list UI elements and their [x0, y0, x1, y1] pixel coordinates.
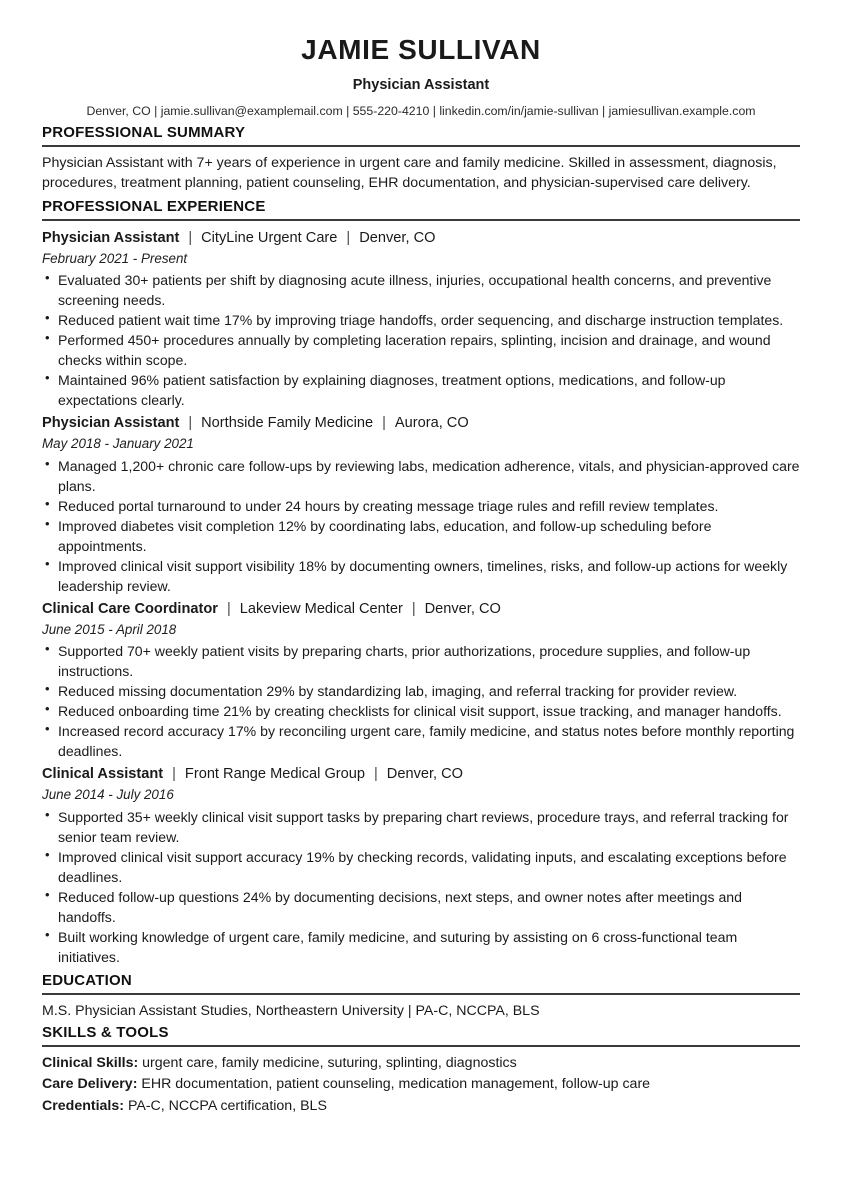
skills-list — [42, 1047, 800, 1117]
job-dates: June 2015 - April 2018 — [42, 621, 177, 637]
education-entry: M.S. Physician Assistant Studies, Northeastern University | PA-C, NCCPA, BLS — [42, 1002, 540, 1019]
skill-category-label: Clinical Skills: — [42, 1054, 139, 1071]
experience-entry-header — [42, 413, 800, 433]
skill-category-label: Credentials: — [42, 1097, 124, 1114]
section-title-skills: SKILLS & TOOLS — [42, 1024, 800, 1047]
job-location: Aurora, CO — [394, 415, 469, 432]
job-bullet: • Maintained 96% patient satisfaction by explaining diagnoses, treatment options, medications, and follow-up expectations clearly. — [42, 370, 800, 410]
separator-pipe: | — [346, 229, 351, 246]
skill-category-label: Care Delivery: — [42, 1076, 138, 1093]
job-bullet-list — [42, 807, 800, 967]
resume-content — [42, 34, 800, 1117]
job-bullet: • Performed 450+ procedures annually by completing laceration repairs, splinting, incision and drainage, and wound checks within scope. — [42, 330, 800, 370]
job-bullet: • Improved diabetes visit completion 12% by coordinating labs, education, and follow-up scheduling before appointments. — [42, 516, 800, 556]
job-bullet: • Reduced onboarding time 21% by creating checklists for clinical visit support, issue tracking, and manager handoffs. — [42, 701, 800, 721]
job-company: Front Range Medical Group — [184, 766, 365, 783]
section-education — [42, 972, 800, 1021]
job-location: Denver, CO — [359, 229, 436, 246]
experience-entry-header — [42, 764, 800, 784]
skill-category-value: PA-C, NCCPA certification, BLS — [127, 1097, 327, 1114]
job-title: Clinical Assistant — [42, 766, 164, 783]
job-company: Lakeview Medical Center — [239, 600, 403, 617]
skill-row — [42, 1053, 800, 1074]
job-bullet: • Built working knowledge of urgent care, family medicine, and suturing by assisting on 6 cross-functional team initiatives. — [42, 927, 800, 967]
experience-entry — [42, 228, 800, 411]
job-company: Northside Family Medicine — [201, 415, 374, 432]
experience-entry — [42, 599, 800, 762]
experience-entry-header — [42, 599, 800, 619]
experience-entry — [42, 764, 800, 967]
contact-line: Denver, CO | jamie.sullivan@examplemail.com | 555-220-4210 | linkedin.com/in/jamie-sullivan | jamiesullivan.example.com — [86, 103, 756, 118]
section-skills-tools — [42, 1024, 800, 1117]
separator-pipe: | — [374, 766, 378, 783]
section-title-summary: PROFESSIONAL SUMMARY — [42, 124, 800, 147]
section-professional-summary — [42, 124, 800, 194]
job-bullet: • Improved clinical visit support visibility 18% by documenting owners, timelines, risks, and follow-up actions for weekly leadership review. — [42, 556, 800, 596]
job-bullet: • Reduced patient wait time 17% by improving triage handoffs, order sequencing, and discharge instruction templates. — [42, 310, 800, 330]
experience-entry — [42, 413, 800, 596]
job-location: Denver, CO — [386, 766, 464, 783]
job-bullet-list — [42, 270, 800, 410]
job-company: CityLine Urgent Care — [201, 229, 338, 246]
job-title: Physician Assistant — [42, 229, 180, 246]
job-bullet: • Supported 35+ weekly clinical visit support tasks by preparing chart reviews, procedure trays, and referral tracking for senior team review. — [42, 807, 800, 847]
job-dates: May 2018 - January 2021 — [42, 436, 194, 452]
candidate-headline: Physician Assistant — [352, 77, 490, 94]
job-bullet: • Reduced portal turnaround to under 24 hours by creating message triage rules and refill review templates. — [42, 496, 800, 516]
job-bullet-list — [42, 456, 800, 596]
skill-row — [42, 1096, 800, 1117]
job-bullet: • Reduced missing documentation 29% by standardizing lab, imaging, and referral tracking for provider review. — [42, 681, 800, 701]
job-dates: June 2014 - July 2016 — [42, 787, 174, 803]
experience-entry-header — [42, 228, 800, 248]
job-location: Denver, CO — [424, 600, 501, 617]
skill-category-value: EHR documentation, patient counseling, medication management, follow-up care — [141, 1076, 651, 1093]
separator-pipe: | — [411, 600, 416, 617]
job-title: Physician Assistant — [42, 415, 180, 432]
job-bullet-list — [42, 641, 800, 761]
separator-pipe: | — [226, 600, 231, 617]
summary-text: Physician Assistant with 7+ years of experience in urgent care and family medicine. Skilled in assessment, diagnosis, procedures, treatment planning, patient counseling, EHR documentation, and physician-supervised care delivery. — [42, 154, 777, 192]
job-bullet: • Managed 1,200+ chronic care follow-ups by reviewing labs, medication adherence, vitals, and physician-approved care plans. — [42, 456, 800, 496]
section-professional-experience — [42, 198, 800, 967]
section-title-experience: PROFESSIONAL EXPERIENCE — [42, 198, 800, 221]
separator-pipe: | — [188, 415, 193, 432]
separator-pipe: | — [382, 415, 386, 432]
job-bullet: • Evaluated 30+ patients per shift by diagnosing acute illness, injuries, occupational health concerns, and preventive screening needs. — [42, 270, 800, 310]
section-title-education: EDUCATION — [42, 972, 800, 995]
resume-header — [42, 34, 800, 119]
job-bullet: • Reduced follow-up questions 24% by documenting decisions, next steps, and owner notes after meetings and handoffs. — [42, 887, 800, 927]
separator-pipe: | — [172, 766, 176, 783]
job-bullet: • Increased record accuracy 17% by reconciling urgent care, family medicine, and status notes before monthly reporting deadlines. — [42, 721, 800, 761]
experience-list — [42, 221, 800, 967]
job-dates: February 2021 - Present — [42, 250, 188, 266]
separator-pipe: | — [188, 229, 193, 246]
education-list — [42, 995, 800, 1022]
candidate-name: JAMIE SULLIVAN — [301, 34, 541, 65]
job-title: Clinical Care Coordinator — [42, 600, 218, 617]
skill-category-value: urgent care, family medicine, suturing, splinting, diagnostics — [142, 1054, 517, 1071]
job-bullet: • Improved clinical visit support accuracy 19% by checking records, validating inputs, and escalating exceptions before deadlines. — [42, 847, 800, 887]
skill-row — [42, 1074, 800, 1095]
job-bullet: • Supported 70+ weekly patient visits by preparing charts, prior authorizations, procedure supplies, and follow-up instructions. — [42, 641, 800, 681]
